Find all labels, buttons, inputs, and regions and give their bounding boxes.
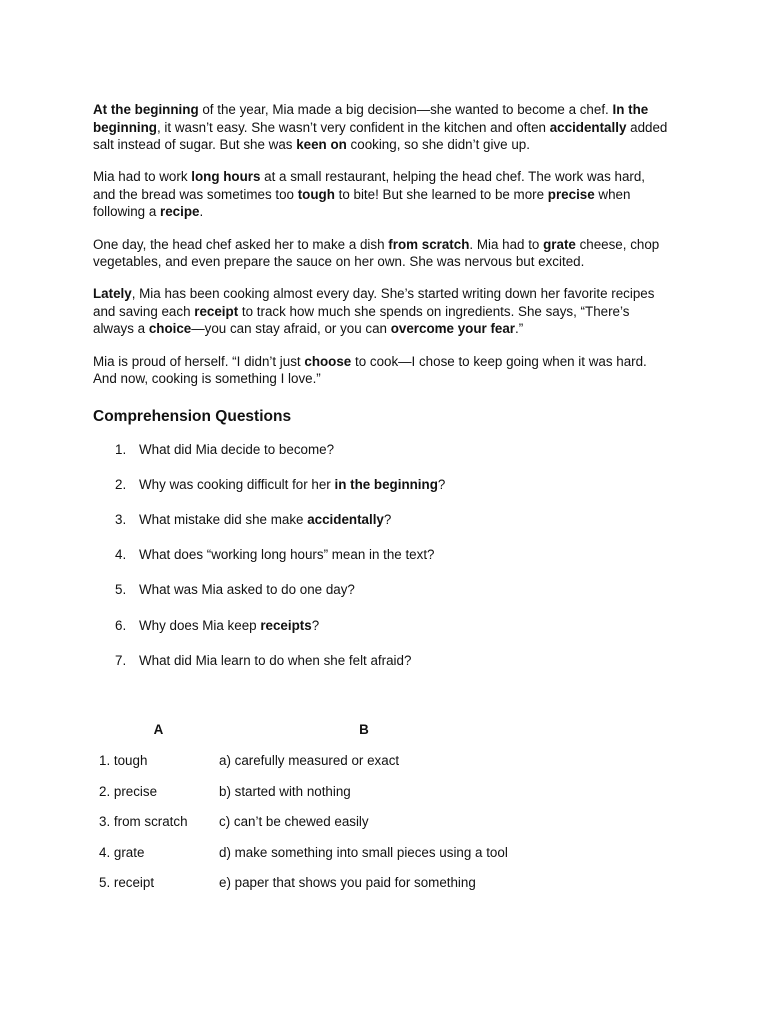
definition-cell: c) can’t be chewed easily [219,814,369,830]
text: added salt instead of sugar. But she was [93,119,668,153]
text: of the year, Mia made a big decision—she wanted to become a chef. [198,102,613,117]
question-list [93,441,668,687]
matching-header-row [99,721,509,752]
text: to cook—I chose to keep going when it was hard. And now, cooking is something I love.” [93,353,647,387]
question-text: What did Mia learn to do when she felt afraid? [139,652,412,668]
term-cell: 5. receipt [99,875,155,891]
question-number: 2. [115,476,127,492]
text: when following a [93,186,631,220]
question-item [93,652,668,687]
matching-row [99,874,509,905]
worksheet-page [93,101,668,905]
bold-term: from scratch [388,236,470,252]
question-number: 5. [115,582,127,598]
question-text: Why does Mia keep [139,617,261,633]
question-item [93,546,668,581]
bold-term: choose [304,353,352,369]
question-text: What does “working long hours” mean in the text? [139,547,435,563]
matching-row [99,813,509,844]
text: at a small restaurant, helping the head chef. The work was hard, and the bread was sometimes too [93,169,646,202]
question-text: What did Mia decide to become? [139,441,335,457]
definition-cell: d) make something into small pieces using a tool [219,844,508,860]
bold-term: receipts [260,617,312,633]
text: One day, the head chef asked her to make a dish [93,236,389,252]
text: , it wasn’t easy. She wasn’t very confident in the kitchen and often [156,119,550,135]
text: to bite! But she learned to be more [334,186,548,202]
column-b-header: B [359,722,369,738]
question-text: ? [437,476,446,492]
bold-term: long hours [191,169,261,185]
question-item [93,581,668,616]
story-paragraph-3 [93,236,668,271]
bold-term: accidentally [549,119,627,135]
term-cell: 3. from scratch [99,814,188,830]
text: cooking, so she didn’t give up. [346,137,530,153]
text: —you can stay afraid, or you can [191,321,391,337]
question-text: What mistake did she make [139,512,308,528]
text: Mia is proud of herself. “I didn’t just [93,353,305,369]
bold-term: in the beginning [334,476,438,492]
question-text: ? [383,512,392,528]
definition-cell: e) paper that shows you paid for something [219,875,476,891]
bold-term: tough [297,186,335,202]
story-paragraph-1 [93,101,668,154]
definition-cell: b) started with nothing [219,783,351,799]
matching-row [99,752,509,783]
bold-term: At the beginning [93,102,199,117]
bold-term: overcome your fear [390,321,516,337]
matching-row [99,783,509,814]
term-cell: 2. precise [99,783,158,799]
text: cheese, chop vegetables, and even prepare the sauce on her own. She was nervous but excited. [93,236,660,270]
story-paragraph-5 [93,353,668,388]
bold-term: In the beginning [93,102,649,135]
question-item [93,441,668,476]
question-item [93,511,668,546]
story-paragraph-2 [93,168,668,221]
matching-table [99,721,509,905]
question-number: 7. [115,652,127,668]
bold-term: grate [543,236,576,252]
text: .” [515,321,524,337]
question-number: 3. [115,512,127,528]
bold-term: accidentally [307,512,384,528]
column-a-header: A [153,722,164,738]
bold-term: precise [547,186,595,202]
question-number: 1. [115,441,127,457]
question-text: What was Mia asked to do one day? [139,582,355,598]
definition-cell: a) carefully measured or exact [219,753,400,769]
question-number: 4. [115,547,127,563]
bold-term: receipt [194,303,239,319]
question-item [93,617,668,652]
text: , Mia has been cooking almost every day. She’s started writing down her favorite recipes and saving each [93,286,655,319]
text: . Mia had to [469,236,544,252]
comprehension-heading: Comprehension Questions [93,407,292,425]
bold-term: recipe [160,204,200,220]
text: . [199,204,204,220]
bold-term: keen on [296,137,347,153]
text: to track how much she spends on ingredients. She says, “There’s always a [93,303,630,337]
question-item [93,476,668,511]
question-text: Why was cooking difficult for her [139,476,335,492]
story-paragraph-4 [93,285,668,338]
question-number: 6. [115,617,127,633]
text: Mia had to work [93,169,192,185]
term-cell: 4. grate [99,844,145,860]
bold-term: Lately [93,286,132,302]
bold-term: choice [148,321,192,337]
term-cell: 1. tough [99,753,148,769]
matching-row [99,844,509,875]
question-text: ? [311,617,320,633]
